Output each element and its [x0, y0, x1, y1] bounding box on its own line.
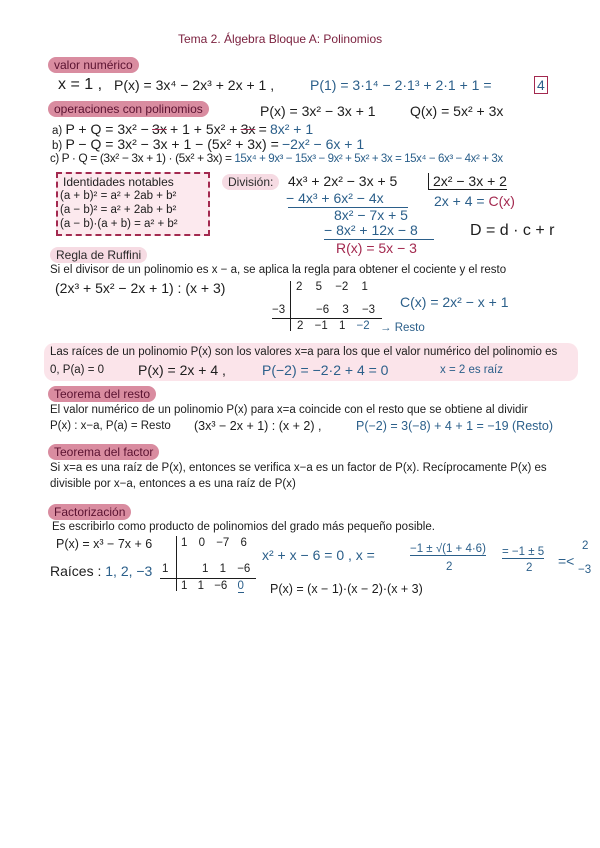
- value-cell: −6: [316, 304, 330, 316]
- factored-polynomial: P(x) = (x − 1)·(x − 2)·(x + 3): [270, 582, 423, 596]
- value-cell: −6: [237, 563, 251, 575]
- quadratic-formula-num: −1 ± √(1 + 4·6): [410, 543, 486, 555]
- root-bottom: −3: [578, 564, 592, 576]
- page-title: Tema 2. Álgebra Bloque A: Polinomios: [178, 32, 383, 46]
- value-cell: 5: [315, 281, 323, 293]
- quadratic-step-den: 2: [526, 562, 533, 574]
- dividend: 4x³ + 2x² − 3x + 5: [288, 173, 398, 189]
- divisor: 2x² − 3x + 2: [428, 173, 507, 190]
- fact-ruffini-row-3: [181, 580, 244, 592]
- op-c-label: c): [50, 153, 59, 165]
- fact-ruffini-vline: [176, 536, 177, 591]
- ruffini-a: −3: [272, 304, 286, 316]
- division-step-2: 8x² − 7x + 5: [334, 207, 408, 223]
- value-cell: 1: [181, 580, 188, 592]
- value-cell: −1: [314, 320, 328, 332]
- value-cell: 1: [361, 281, 368, 293]
- quadratic-equation: x² + x − 6 = 0 , x =: [262, 547, 375, 563]
- op-a-label: a): [52, 125, 63, 137]
- heading-valor-numerico: valor numérico: [48, 57, 139, 73]
- teorema-resto-example: (3x³ − 2x + 1) : (x + 2) ,: [194, 419, 322, 433]
- identity-3: (a − b)·(a + b) = a² + b²: [60, 218, 178, 230]
- raices-text-2: 0, P(a) = 0: [50, 364, 105, 376]
- teorema-resto-eval: P(−2) = 3(−8) + 4 + 1 = −19 (Resto): [356, 419, 553, 433]
- raices-eval: P(−2) = −2·2 + 4 = 0: [262, 362, 389, 378]
- op-a-result: 8x² + 1: [269, 121, 314, 137]
- op-b-result: −2x² − 6x + 1: [282, 136, 365, 152]
- division-step-1: − 4x³ + 6x² − 4x: [286, 190, 384, 206]
- value-cell: 6: [240, 537, 247, 549]
- quotient-value: 2x + 4 =: [434, 193, 485, 209]
- fact-ruffini-row-1: [181, 537, 247, 549]
- heading-teorema-factor: Teorema del factor: [48, 444, 159, 460]
- p-definition: P(x) = 3x² − 3x + 1: [260, 103, 376, 119]
- identity-2: (a − b)² = a² + 2ab + b²: [60, 204, 177, 216]
- value-cell: 0: [198, 537, 206, 549]
- fact-ruffini-row-2: [202, 563, 250, 575]
- x-value: x = 1 ,: [58, 76, 103, 93]
- op-a-cancel-2: 3x: [240, 121, 256, 137]
- heading-operaciones: operaciones con polinomios: [48, 101, 209, 117]
- raices-label: Raíces :: [50, 563, 102, 579]
- op-a-cancel-1: 3x: [152, 121, 167, 137]
- value-cell: 1: [181, 537, 188, 549]
- value-cell: −3: [361, 304, 376, 316]
- value-cell: 0: [237, 580, 244, 592]
- op-c-result: 15x⁴ + 9x³ − 15x³ − 9x² + 5x² + 3x = 15x⁴ − 6x³ − 4x² + 3x: [234, 153, 503, 165]
- ruffini-cociente: C(x) = 2x² − x + 1: [400, 294, 509, 310]
- factorizacion-px: P(x) = x³ − 7x + 6: [56, 537, 153, 551]
- value-cell: 1: [202, 563, 209, 575]
- raices-line: [50, 563, 152, 579]
- op-a-eq: =: [258, 121, 267, 137]
- raices-conclusion: x = 2 es raíz: [440, 364, 503, 376]
- heading-factorizacion: Factorización: [48, 504, 131, 520]
- p1-result: 4: [534, 76, 548, 94]
- q-definition: Q(x) = 5x² + 3x: [410, 103, 504, 119]
- fact-ruffini-a: 1: [162, 563, 169, 575]
- ruffini-problem: (2x³ + 5x² − 2x + 1) : (x + 3): [55, 280, 226, 296]
- division-formula: D = d · c + r: [470, 222, 555, 239]
- value-cell: 1: [219, 563, 227, 575]
- identidades-heading: Identidades notables: [63, 175, 174, 189]
- quadratic-step-num: = −1 ± 5: [502, 546, 545, 558]
- quotient: [434, 193, 515, 209]
- remainder: R(x) = 5x − 3: [336, 240, 417, 256]
- identity-1: (a + b)² = a² + 2ab + b²: [60, 190, 177, 202]
- teorema-resto-text-2: P(x) : x−a, P(a) = Resto: [50, 420, 171, 432]
- quadratic-formula-den: 2: [446, 561, 453, 573]
- op-a-mid: + 1 + 5x² +: [170, 121, 238, 137]
- raices-px: P(x) = 2x + 4 ,: [138, 362, 226, 378]
- value-cell: 2: [296, 281, 303, 293]
- op-b-expr: P − Q = 3x² − 3x + 1 − (5x² + 3x) =: [65, 136, 279, 152]
- op-b: [52, 136, 364, 152]
- p1-evaluation: P(1) = 3·1⁴ − 2·1³ + 2·1 + 1 =: [310, 77, 492, 93]
- raices-values: 1, 2, −3: [105, 563, 153, 579]
- value-cell: 1: [338, 320, 346, 332]
- ruffini-text: Si el divisor de un polinomio es x − a, se aplica la regla para obtener el cociente y el resto: [50, 264, 507, 276]
- heading-division: División:: [222, 174, 279, 190]
- heading-teorema-resto: Teorema del resto: [48, 386, 156, 402]
- op-a-expr: P + Q = 3x² −: [65, 121, 149, 137]
- teorema-factor-text-2: divisible por x−a, entonces a es una raíz de P(x): [50, 478, 296, 490]
- fact-ruffini-hline: [160, 578, 256, 579]
- op-c: [50, 151, 503, 165]
- value-cell: 1: [197, 580, 205, 592]
- raices-text-1: Las raíces de un polinomio P(x) son los valores x=a para los que el valor numérico del polinomio es: [50, 346, 558, 358]
- op-c-expr: P · Q = (3x² − 3x + 1) · (5x² + 3x) =: [61, 151, 232, 165]
- value-cell: −6: [214, 580, 228, 592]
- value-cell: −7: [216, 537, 230, 549]
- ruffini-vline: [290, 281, 291, 331]
- value-cell: Resto: [394, 322, 425, 334]
- ruffini-row-1: [296, 281, 368, 293]
- quotient-label: C(x): [488, 193, 515, 209]
- root-top: 2: [582, 540, 589, 552]
- ruffini-hline: [272, 318, 382, 319]
- value-cell: −2: [356, 320, 370, 332]
- value-cell: −2: [335, 281, 349, 293]
- heading-ruffini: Regla de Ruffini: [50, 247, 147, 263]
- px-definition: P(x) = 3x⁴ − 2x³ + 2x + 1 ,: [114, 77, 275, 93]
- identidades-box: [56, 172, 210, 236]
- teorema-resto-text-1: El valor numérico de un polinomio P(x) para x=a coincide con el resto que se obtiene al dividir: [50, 404, 528, 416]
- ruffini-resto-label: → Resto: [380, 322, 425, 334]
- factorizacion-text: Es escribirlo como producto de polinomios del grado más pequeño posible.: [52, 521, 435, 533]
- ruffini-row-3: [297, 320, 370, 332]
- teorema-factor-text-1: Si x=a es una raíz de P(x), entonces se verifica x−a es un factor de P(x). Recíprocamente P(x) es: [50, 462, 547, 474]
- op-a: [52, 121, 313, 137]
- value-cell: 2: [297, 320, 304, 332]
- division-step-3: − 8x² + 12x − 8: [324, 222, 418, 238]
- roots-branch-icon: =<: [558, 553, 575, 569]
- value-cell: 3: [342, 304, 349, 316]
- op-b-label: b): [52, 140, 63, 152]
- ruffini-row-2: [316, 304, 375, 316]
